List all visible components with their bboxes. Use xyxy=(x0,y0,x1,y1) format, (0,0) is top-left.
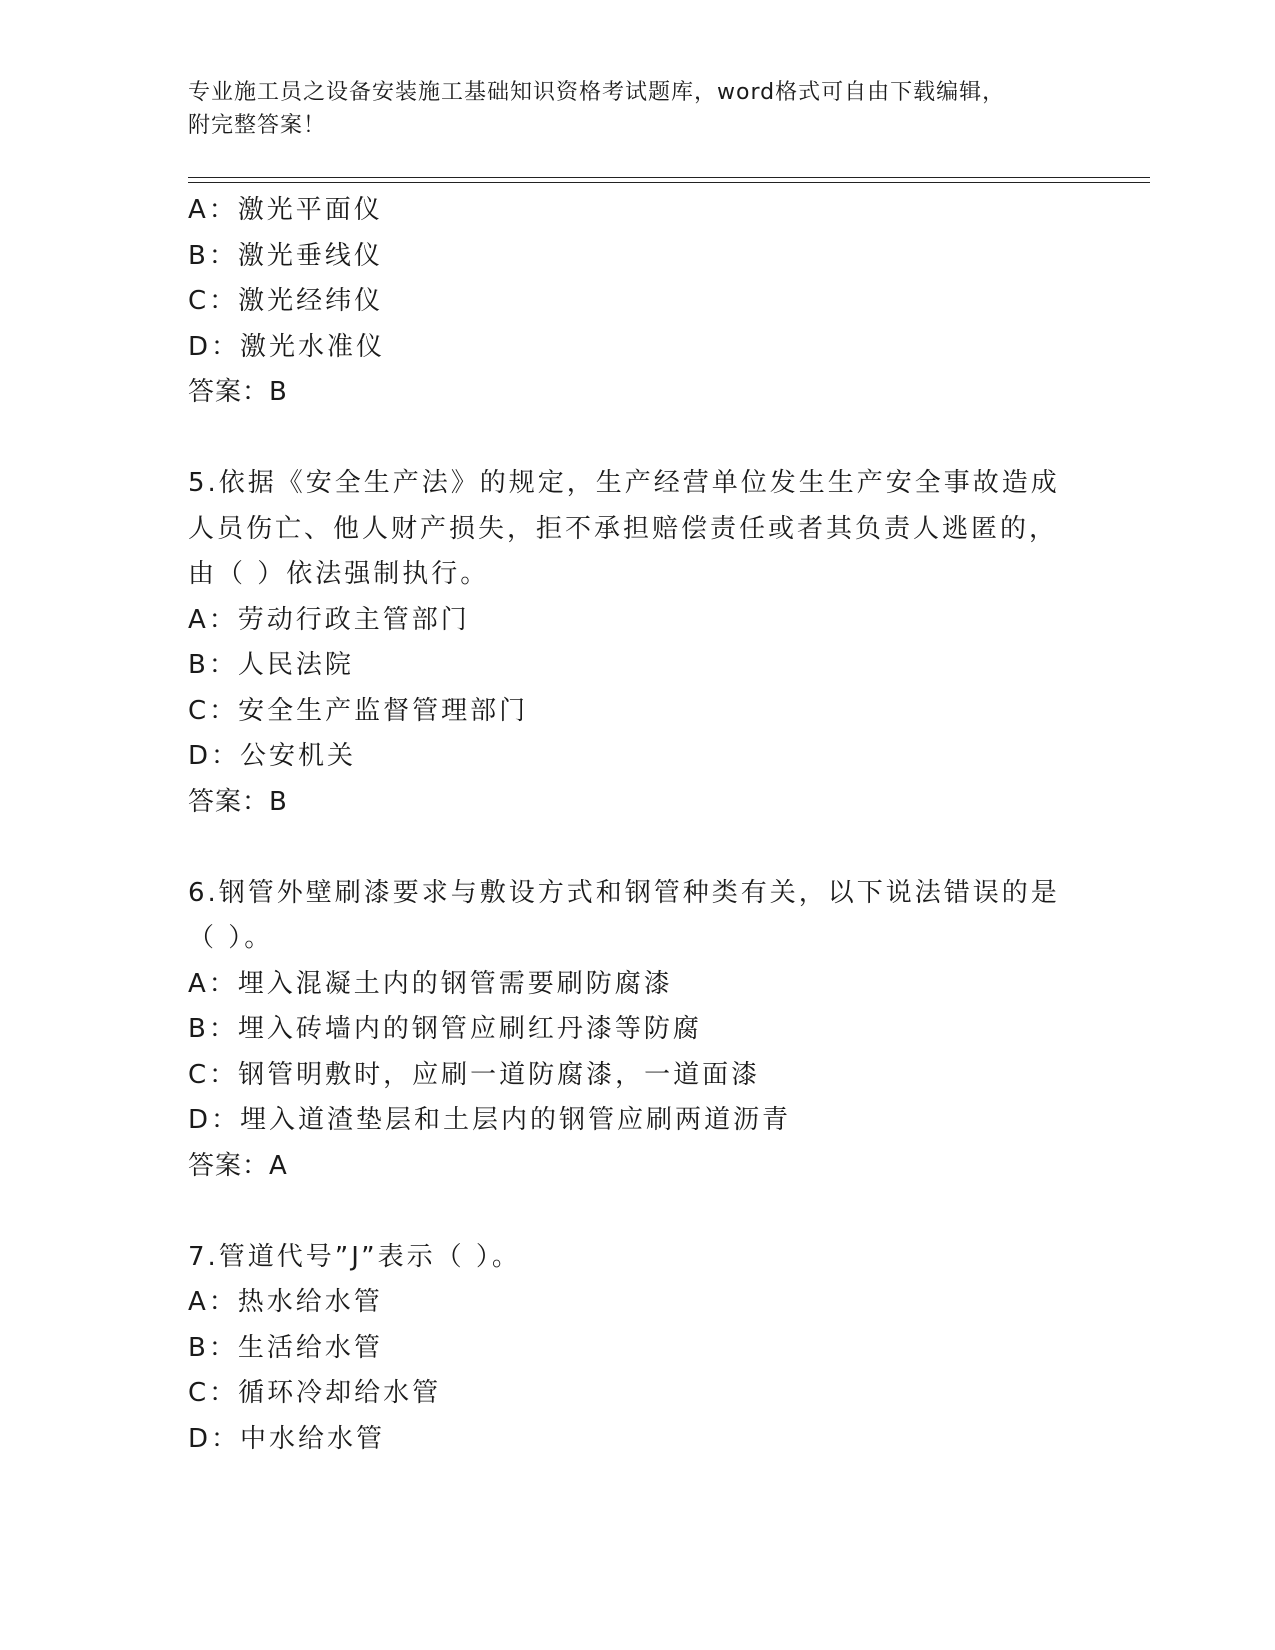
question-block xyxy=(188,1235,1088,1463)
block-spacer xyxy=(188,825,1088,871)
header-line-1: 专业施工员之设备安装施工基础知识资格考试题库，word格式可自由下载编辑， xyxy=(188,80,1006,105)
header-rule-bottom xyxy=(188,182,1150,183)
question-line: 5.依据《安全生产法》的规定，生产经营单位发生生产安全事故造成 xyxy=(188,468,1060,498)
block-spacer xyxy=(188,1189,1088,1235)
question-block xyxy=(188,871,1088,1190)
question-line: B：人民法院 xyxy=(188,650,354,680)
question-line: 7.管道代号”J”表示（ ）。 xyxy=(188,1241,521,1272)
question-block xyxy=(188,188,1088,416)
question-line: C：激光经纬仪 xyxy=(188,286,384,316)
question-line: B：生活给水管 xyxy=(188,1332,383,1363)
question-line: C：循环冷却给水管 xyxy=(188,1378,442,1408)
question-line: B：激光垂线仪 xyxy=(188,240,383,271)
question-line: 人员伤亡、他人财产损失，拒不承担赔偿责任或者其负责人逃匿的， xyxy=(188,513,1059,544)
question-line: （ ）。 xyxy=(188,923,274,953)
question-line: D：激光水准仪 xyxy=(188,331,386,362)
answer-line: 答案：A xyxy=(188,1150,288,1181)
question-line: A：激光平面仪 xyxy=(188,195,383,225)
question-line: D：中水给水管 xyxy=(188,1423,386,1454)
header-rule-top xyxy=(188,177,1150,178)
answer-line: 答案：B xyxy=(188,786,288,817)
question-line: D：埋入道渣垫层和土层内的钢管应刷两道沥青 xyxy=(188,1105,792,1135)
question-line: A：热水给水管 xyxy=(188,1287,383,1317)
question-line: 6.钢管外壁刷漆要求与敷设方式和钢管种类有关，以下说法错误的是 xyxy=(188,877,1060,908)
question-line: A：埋入混凝土内的钢管需要刷防腐漆 xyxy=(188,968,673,999)
block-spacer xyxy=(188,416,1088,462)
question-line: C：安全生产监督管理部门 xyxy=(188,695,529,726)
question-block xyxy=(188,461,1088,825)
question-line: B：埋入砖墙内的钢管应刷红丹漆等防腐 xyxy=(188,1014,702,1044)
document-header xyxy=(188,76,1088,142)
question-line: 由（ ）依法强制执行。 xyxy=(188,559,490,589)
header-line-2: 附完整答案！ xyxy=(188,113,327,138)
question-line: A：劳动行政主管部门 xyxy=(188,604,470,635)
question-list xyxy=(188,188,1088,1462)
answer-line: 答案：B xyxy=(188,377,288,407)
question-line: C：钢管明敷时，应刷一道防腐漆，一道面漆 xyxy=(188,1059,761,1090)
question-line: D：公安机关 xyxy=(188,741,357,771)
